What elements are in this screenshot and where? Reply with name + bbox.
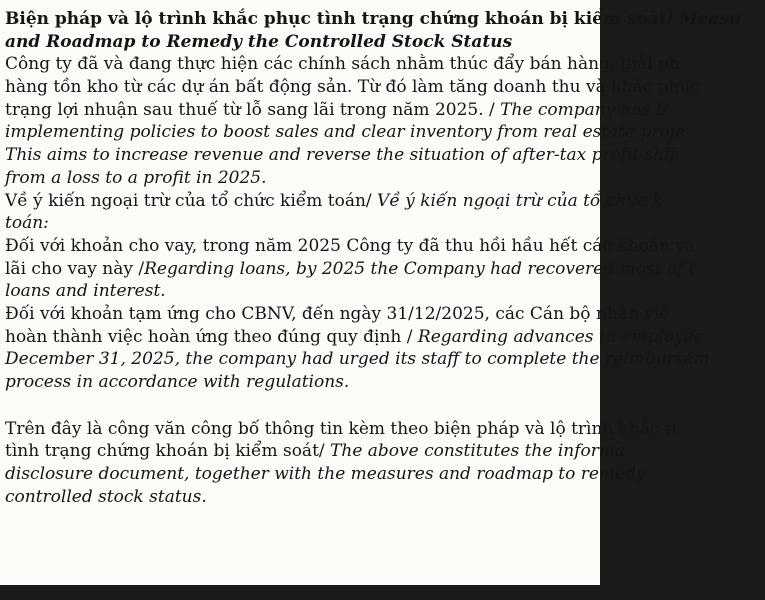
para4-line-1: Đối với khoản tạm ứng cho CBNV, đến ngày 31/12/2025, các Cán bộ nhân viê [5, 303, 670, 324]
para2-line-1 [5, 190, 765, 213]
heading-vi-text: Biện pháp và lộ trình khắc phục tình trạng chứng khoán bị kiểm soát/ [5, 9, 679, 29]
para1-line-3 [5, 99, 765, 122]
para1-line-6: from a loss to a profit in 2025. [5, 167, 267, 188]
para2-line-2: toán: [5, 213, 49, 234]
para3-line-2-vi: lãi cho vay này / [5, 258, 145, 279]
para3-line-1: Đối với khoản cho vay, trong năm 2025 Công ty đã thu hồi hầu hết các khoản va [5, 235, 696, 256]
para4-line-4: process in accordance with regulations. [5, 372, 350, 392]
para4-line-2-vi: hoàn thành việc hoàn ứng theo đúng quy định / [5, 326, 418, 347]
para1-line-2: hàng tồn kho từ các dự án bất động sản. Từ đó làm tăng doanh thu và khắc phục [5, 77, 700, 98]
para1-line-3-en: The company has b [500, 99, 667, 120]
paragraph-gap [5, 394, 765, 418]
para5-line-2-en: The above constitutes the informa [330, 441, 626, 462]
para1-line-4: implementing policies to boost sales and clear inventory from real estate proje [5, 122, 686, 143]
para2-line-1-vi: Về ý kiến ngoại trừ của tổ chức kiểm toán/ [5, 190, 378, 211]
para2-line-1-it: Về ý kiến ngoại trừ của tổ chức k [377, 190, 663, 211]
para4-line-2-en: Regarding advances to employee [417, 326, 704, 347]
para1-line-3-vi: trạng lợi nhuận sau thuế từ lỗ sang lãi trong năm 2025. / [5, 99, 501, 120]
document-body [5, 8, 765, 508]
para5-line-2-vi: tình trạng chứng khoán bị kiểm soát/ [5, 441, 331, 462]
para3-line-3: loans and interest. [5, 281, 166, 302]
para5-line-1: Trên đây là công văn công bố thông tin kèm theo biện pháp và lộ trình khắc p [5, 418, 676, 439]
para5-line-3: disclosure document, together with the measures and roadmap to remedy [5, 464, 646, 485]
heading-en-text: Measu [678, 9, 742, 29]
para4-line-3: December 31, 2025, the company had urged its staff to complete the reimbursem [5, 349, 710, 370]
heading-line-1 [5, 8, 765, 31]
screen-bottom-band [0, 585, 600, 600]
para3-line-2-en: Regarding loans, by 2025 the Company had recovered most of t [144, 258, 696, 279]
para1-line-5: This aims to increase revenue and reverse the situation of after-tax profit shif [5, 145, 676, 166]
para4-line-2 [5, 326, 765, 349]
para1-line-1: Công ty đã và đang thực hiện các chính sách nhằm thúc đẩy bán hàng, giải ph [5, 54, 680, 75]
para5-line-4: controlled stock status. [5, 486, 207, 507]
para5-line-2 [5, 440, 765, 463]
heading-line-2: and Roadmap to Remedy the Controlled Stock Status [5, 31, 513, 52]
para3-line-2 [5, 258, 765, 281]
